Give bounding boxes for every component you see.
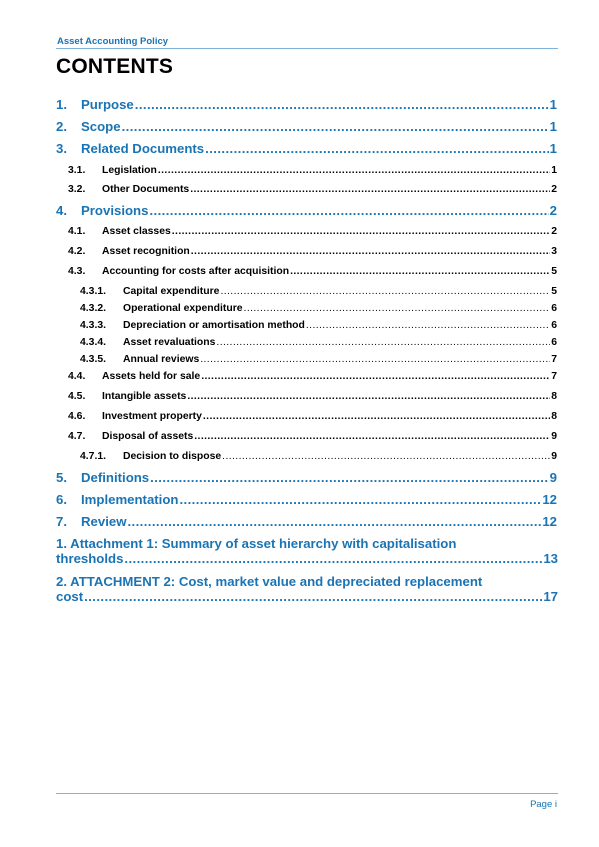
toc-entry-page: 17 [543,589,558,604]
attachment-title-continuation: thresholds [56,551,124,566]
toc-entry-page: 1 [549,97,557,112]
toc-entry-label: Capital expenditure [123,286,220,297]
toc-entry[interactable] [56,226,557,237]
toc-entry-number: 3.2. [68,184,86,195]
toc-entry-page: 1 [551,165,557,176]
toc-entry[interactable] [56,303,557,314]
dot-leader [187,391,550,402]
toc-entry-number: 3.1. [68,165,86,176]
toc-entry-label: Review [81,514,127,529]
toc-entry-label: Assets held for sale [102,371,201,382]
dot-leader [203,411,550,422]
toc-entry[interactable] [56,337,557,348]
toc-entry-number: 4.5. [68,391,86,402]
toc-entry-label: Asset classes [102,226,171,237]
dot-leader [84,589,542,604]
toc-entry-page: 13 [543,551,558,566]
toc-entry-page: 2 [549,203,557,218]
toc-entry-label: Annual reviews [123,354,200,365]
toc-entry[interactable] [56,492,557,507]
running-header: Asset Accounting Policy [57,36,169,47]
toc-entry[interactable] [56,119,557,134]
toc-entry-label: Legislation [102,165,157,176]
toc-entry-page: 12 [542,492,557,507]
toc-entry-page: 5 [551,286,557,297]
toc-entry-page: 7 [551,354,557,365]
toc-entry-number: 4.2. [68,246,86,257]
toc-entry[interactable] [56,391,557,402]
toc-attachment-entry[interactable] [56,536,558,566]
dot-leader [220,286,550,297]
toc-entry[interactable] [56,371,557,382]
page-title: CONTENTS [56,55,174,78]
toc-entry-page: 12 [542,514,557,529]
toc-entry-page: 8 [551,411,557,422]
toc-entry-page: 1 [549,119,557,134]
dot-leader [149,203,548,218]
toc-entry-page: 2 [551,184,557,195]
toc-entry-page: 3 [551,246,557,257]
dot-leader [205,141,549,156]
toc-entry-label: Provisions [81,203,149,218]
dot-leader [190,184,550,195]
toc-entry-label: Decision to dispose [123,451,222,462]
toc-entry-number: 4.6. [68,411,86,422]
toc-entry-label: Scope [81,119,121,134]
toc-entry-number: 4.1. [68,226,86,237]
dot-leader [191,246,550,257]
toc-entry-label: Related Documents [81,141,205,156]
toc-entry-label: Operational expenditure [123,303,243,314]
toc-entry[interactable] [56,203,557,218]
toc-entry-number: 4.3.4. [80,337,106,348]
toc-entry-label: Intangible assets [102,391,187,402]
toc-entry-page: 9 [551,431,557,442]
toc-entry-page: 8 [551,391,557,402]
toc-entry-page: 9 [549,470,557,485]
toc-entry-number: 4.3.5. [80,354,106,365]
dot-leader [172,226,550,237]
toc-entry-label: Asset recognition [102,246,190,257]
toc-entry[interactable] [56,411,557,422]
toc-entry-number: 4.7. [68,431,86,442]
toc-entry-page: 9 [551,451,557,462]
toc-entry[interactable] [56,451,557,462]
toc-entry-number: 4. [56,203,67,218]
toc-entry-number: 4.3.1. [80,286,106,297]
toc-entry[interactable] [56,97,557,112]
dot-leader [122,119,549,134]
page-number: Page i [530,799,557,810]
toc-entry[interactable] [56,320,557,331]
dot-leader [201,371,550,382]
toc-entry[interactable] [56,286,557,297]
toc-entry-label: Other Documents [102,184,190,195]
toc-entry[interactable] [56,246,557,257]
toc-attachment-entry[interactable] [56,574,558,604]
toc-entry-page: 5 [551,266,557,277]
attachment-title-continuation: cost [56,589,84,604]
toc-entry-page: 6 [551,337,557,348]
dot-leader [179,492,541,507]
toc-entry-number: 4.7.1. [80,451,106,462]
toc-entry-label: Investment property [102,411,202,422]
toc-entry-label: Depreciation or amortisation method [123,320,305,331]
footer-divider [56,793,558,794]
toc-entry-number: 4.3. [68,266,86,277]
toc-entry-label: Definitions [81,470,150,485]
toc-entry[interactable] [56,470,557,485]
toc-entry-label: Asset revaluations [123,337,216,348]
dot-leader [158,165,550,176]
dot-leader [135,97,549,112]
dot-leader [127,514,541,529]
toc-entry[interactable] [56,354,557,365]
toc-entry-page: 6 [551,303,557,314]
toc-entry-label: Purpose [81,97,134,112]
dot-leader [216,337,550,348]
dot-leader [150,470,549,485]
toc-entry-number: 1. [56,97,67,112]
dot-leader [222,451,550,462]
dot-leader [244,303,551,314]
dot-leader [194,431,550,442]
attachment-title-line: 2. ATTACHMENT 2: Cost, market value and depreciated replacement [56,574,483,589]
toc-entry-page: 1 [549,141,557,156]
toc-entry[interactable] [56,266,557,277]
toc-entry[interactable] [56,514,557,529]
toc-entry-label: Implementation [81,492,179,507]
toc-entry[interactable] [56,165,557,176]
toc-entry-number: 7. [56,514,67,529]
toc-entry-page: 2 [551,226,557,237]
toc-entry-label: Disposal of assets [102,431,194,442]
dot-leader [290,266,550,277]
toc-entry-number: 4.3.3. [80,320,106,331]
dot-leader [124,551,542,566]
toc-entry-page: 6 [551,320,557,331]
toc-entry-number: 4.4. [68,371,86,382]
toc-entry[interactable] [56,431,557,442]
toc-entry-number: 6. [56,492,67,507]
toc-entry[interactable] [56,141,557,156]
toc-entry-page: 7 [551,371,557,382]
attachment-title-line: 1. Attachment 1: Summary of asset hierarchy with capitalisation [56,536,457,551]
toc-entry-number: 2. [56,119,67,134]
dot-leader [306,320,550,331]
toc-entry-number: 3. [56,141,67,156]
dot-leader [200,354,550,365]
toc-entry[interactable] [56,184,557,195]
toc-entry-number: 5. [56,470,67,485]
toc-entry-label: Accounting for costs after acquisition [102,266,290,277]
toc-entry-number: 4.3.2. [80,303,106,314]
